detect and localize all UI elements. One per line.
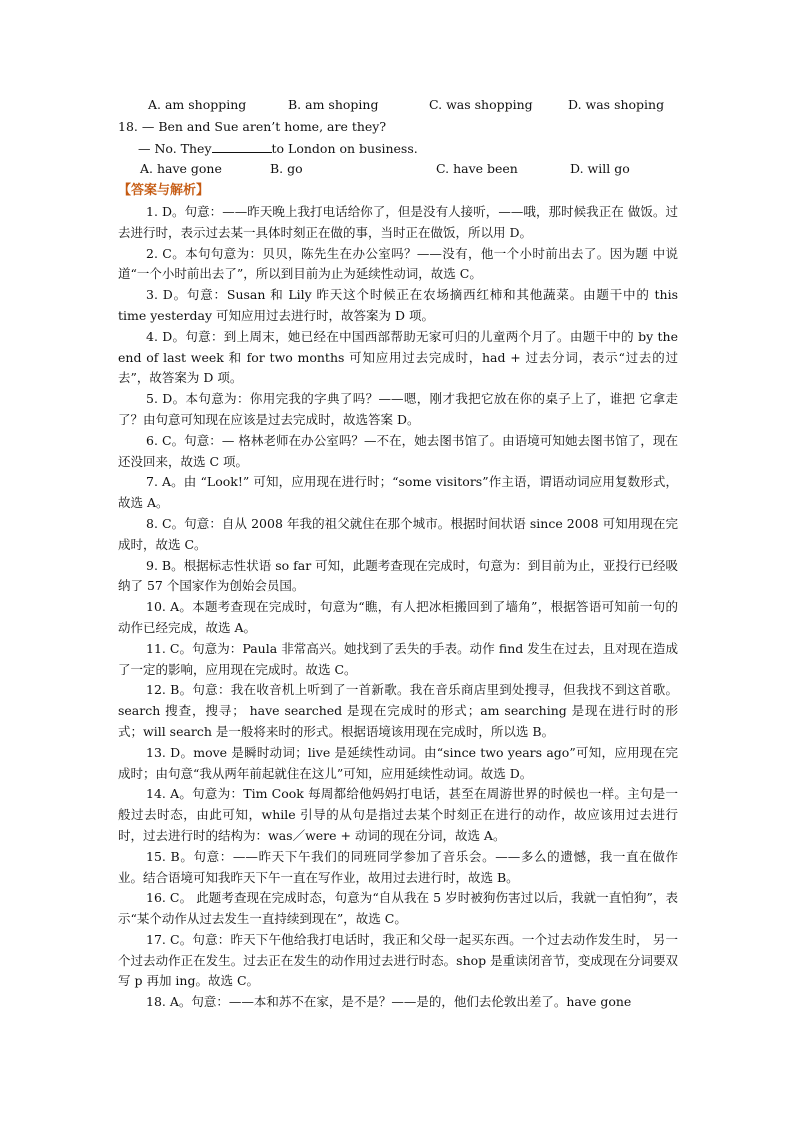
- q17-option-a: A. am shopping: [148, 97, 247, 112]
- q17-option-d: D. was shoping: [568, 97, 665, 112]
- q18-blank: [212, 140, 272, 153]
- q18-option-c: C. have been: [436, 161, 518, 176]
- answer-item: 17. C。句意：昨天下午他给我打电话时，我正和父母一起买东西。一个过去动作发生时， 另一个过去动作正在发生。过去正在发生的动作用过去进行时态。shop 是重读闭音节，变成现在分词要双写 p 再加 ing。故选 C。: [118, 931, 678, 989]
- q17-option-b: B. am shoping: [288, 97, 379, 112]
- answer-item: 9. B。根据标志性状语 so far 可知，此题考查现在完成时，句意为：到目前为止，亚投行已经吸纳了 57 个国家作为创始会员国。: [118, 557, 678, 594]
- answer-item: 1. D。句意：——昨天晚上我打电话给你了，但是没有人接听，——哦，那时候我正在 做饭。过去进行时，表示过去某一具体时刻正在做的事，当时正在做饭，所以用 D。: [118, 204, 678, 240]
- q18-reply: [138, 140, 418, 156]
- answer-item: 11. C。句意为：Paula 非常高兴。她找到了丢失的手表。动作 find 发生在过去，且对现在造成了一定的影响，应用现在完成时。故选 C。: [118, 640, 678, 677]
- answer-item: 10. A。本题考查现在完成时，句意为“瞧，有人把冰柜搬回到了墙角”，根据答语可知前一句的动作已经完成，故选 A。: [118, 599, 678, 635]
- answer-item: 15. B。句意：——昨天下午我们的同班同学参加了音乐会。——多么的遗憾，我一直在做作业。结合语境可知我昨天下午一直在写作业，故用过去进行时，故选 B。: [118, 848, 678, 885]
- answer-item: 5. D。本句意为：你用完我的字典了吗？——嗯，刚才我把它放在你的桌子上了，谁把 它拿走了？由句意可知现在应该是过去完成时，故选答案 D。: [118, 391, 678, 427]
- answer-item: 14. A。句意为：Tim Cook 每周都给他妈妈打电话，甚至在周游世界的时候也一样。主句是一般过去时态，由此可知，while 引导的从句是指过去某个时刻正在进行的动作，故应该用过去进行时，过去进行时的结构为：was／were + 动词的现在分词，故选 A。: [118, 786, 678, 843]
- answer-item: 4. D。句意：到上周末，她已经在中国西部帮助无家可归的儿童两个月了。由题干中的 by the end of last week 和 for two months 可知应用过去完成时，had + 过去分词，表示“过去的过去”，故答案为 D 项。: [118, 328, 678, 386]
- q18-option-d: D. will go: [570, 161, 630, 176]
- q17-option-c: C. was shopping: [429, 97, 533, 112]
- answer-item: 12. B。句意：我在收音机上听到了一首新歌。我在音乐商店里到处搜寻，但我找不到这首歌。search 搜查，搜寻； have searched 是现在完成时的形式；am searching 是现在进行时的形式；will search 是一般将来时的形式。根据语境该用现在完成时，所以选 B。: [118, 682, 678, 739]
- section-heading: 【答案与解析】: [118, 183, 210, 198]
- answer-item: 8. C。句意：自从 2008 年我的祖父就住在那个城市。根据时间状语 since 2008 可知用现在完成时，故选 C。: [118, 515, 678, 552]
- answer-item: 3. D。句意：Susan 和 Lily 昨天这个时候正在农场摘西红柿和其他蔬菜。由题干中的 this time yesterday 可知应用过去进行时，故答案为 D 项。: [118, 287, 678, 323]
- q18-stem: 18. — Ben and Sue aren’t home, are they?: [118, 119, 387, 134]
- answer-item: 2. C。本句句意为：贝贝，陈先生在办公室吗？——没有，他一个小时前出去了。因为题 中说道“一个小时前出去了”，所以到目前为止为延续性动词，故选 C。: [118, 245, 678, 282]
- answer-item: 6. C。句意：— 格林老师在办公室吗？—不在，她去图书馆了。由语境可知她去图书馆了，现在还没回来，故选 C 项。: [118, 432, 678, 469]
- q18-option-b: B. go: [270, 161, 303, 176]
- q18-option-a: A. have gone: [140, 161, 222, 176]
- answer-list: [118, 202, 678, 1013]
- answer-item: 18. A。句意：——本和苏不在家，是不是？——是的，他们去伦敦出差了。have gone: [146, 994, 632, 1010]
- answer-item: 7. A。由 “Look!” 可知，应用现在进行时；“some visitors”作主语，谓语动词应用复数形式，故选 A。: [118, 474, 678, 511]
- q18-reply-before: — No. They: [138, 141, 212, 156]
- q18-reply-after: to London on business.: [271, 141, 418, 156]
- answer-item: 13. D。move 是瞬时动词；live 是延续性动词。由“since two years ago”可知，应用现在完成时；由句意“我从两年前起就住在这儿”可知，应用延续性动词。故选 D。: [118, 744, 678, 781]
- answer-item: 16. C。 此题考查现在完成时态，句意为“自从我在 5 岁时被狗伤害过以后，我就一直怕狗”，表示“某个动作从过去发生一直持续到现在”，故选 C。: [118, 890, 678, 927]
